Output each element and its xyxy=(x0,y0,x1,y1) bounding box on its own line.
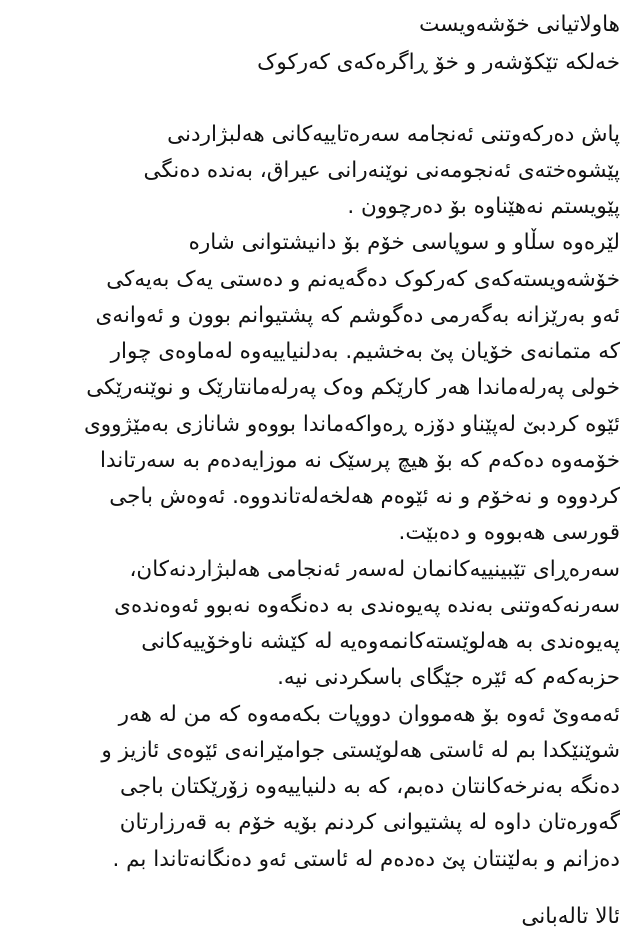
body-line-18: شوێنێکدا بم لە ئاستی هەلوێستی جوامێرانەی ئێوەی ئازیز و xyxy=(101,738,620,763)
body-line-1: پاش دەرکەوتنی ئەنجامە سەرەتاییەکانی هەلبژاردنی xyxy=(167,122,620,147)
body-line-2: پێشوەختەی ئەنجومەنی نوێنەرانی عیراق، بەندە دەنگی xyxy=(143,158,620,183)
signature-name: ئالا تالەبانی xyxy=(521,904,620,929)
body-line-10: خۆمەوە دەکەم کە بۆ هیچ پرسێک نە موزایەدەم بە سەرتاندا xyxy=(99,448,620,473)
body-line-13: سەرەڕای تێبینییەکانمان لەسەر ئەنجامی هەلبژاردنەکان، xyxy=(129,557,620,582)
body-line-9: ئێوە کردبێ لەپێناو دۆزە ڕەواکەماندا بووەو شانازی بەمێژووی xyxy=(83,412,620,437)
body-line-8: خولی پەرلەماندا هەر کارێکم وەک پەرلەمانتارێک و نوێنەرێکی xyxy=(86,375,620,400)
body-line-15: پەیوەندی بە هەلوێستەکانمەوەیە لە کێشە ناوخۆییەکانی xyxy=(141,629,620,654)
body-line-3: پێویستم نەهێناوە بۆ دەرچوون . xyxy=(347,194,620,219)
body-line-7: کە متمانەی خۆیان پێ بەخشیم. بەدلنیاییەوە لەماوەی چوار xyxy=(110,339,620,364)
body-line-11: کردووە و نەخۆم و نە ئێوەم هەلخەلەتاندووە. ئەوەش باجی xyxy=(109,484,620,509)
body-line-4: لێرەوە سڵاو و سوپاسی خۆم بۆ دانیشتوانی شارە xyxy=(188,230,620,255)
body-line-6: ئەو بەرێزانە بەگەرمی دەگوشم کە پشتیوانم بوون و ئەوانەی xyxy=(95,303,620,328)
body-line-20: گەورەتان داوە لە پشتیوانی کردنم بۆیە خۆم بە قەرزارتان xyxy=(119,810,620,835)
body-line-21: دەزانم و بەلێنتان پێ دەدەم لە ئاستی ئەو دەنگانەتاندا بم . xyxy=(112,847,620,872)
greeting-line-1: هاولاتیانی خۆشەویست xyxy=(419,12,620,37)
body-line-14: سەرنەکەوتنی بەندە پەیوەندی بە دەنگەوە نەبوو ئەوەندەی xyxy=(114,593,620,618)
body-line-12: قورسی هەبووە و دەبێت. xyxy=(398,520,620,545)
body-line-17: ئەمەوێ ئەوە بۆ هەمووان دووپات بکەمەوە کە من لە هەر xyxy=(118,702,620,727)
greeting-line-2: خەلکە تێکۆشەر و خۆ ڕاگرەکەی کەرکوک xyxy=(257,50,620,75)
body-line-19: دەنگە بەنرخەکانتان دەبم، کە بە دلنیاییەوە زۆرێکتان باجی xyxy=(119,774,620,799)
body-line-16: حزبەکەم کە ئێرە جێگای باسکردنی نیە. xyxy=(277,665,620,690)
body-line-5: خۆشەویستەکەی کەرکوک دەگەیەنم و دەستی یەک بەیەکی xyxy=(106,267,620,292)
